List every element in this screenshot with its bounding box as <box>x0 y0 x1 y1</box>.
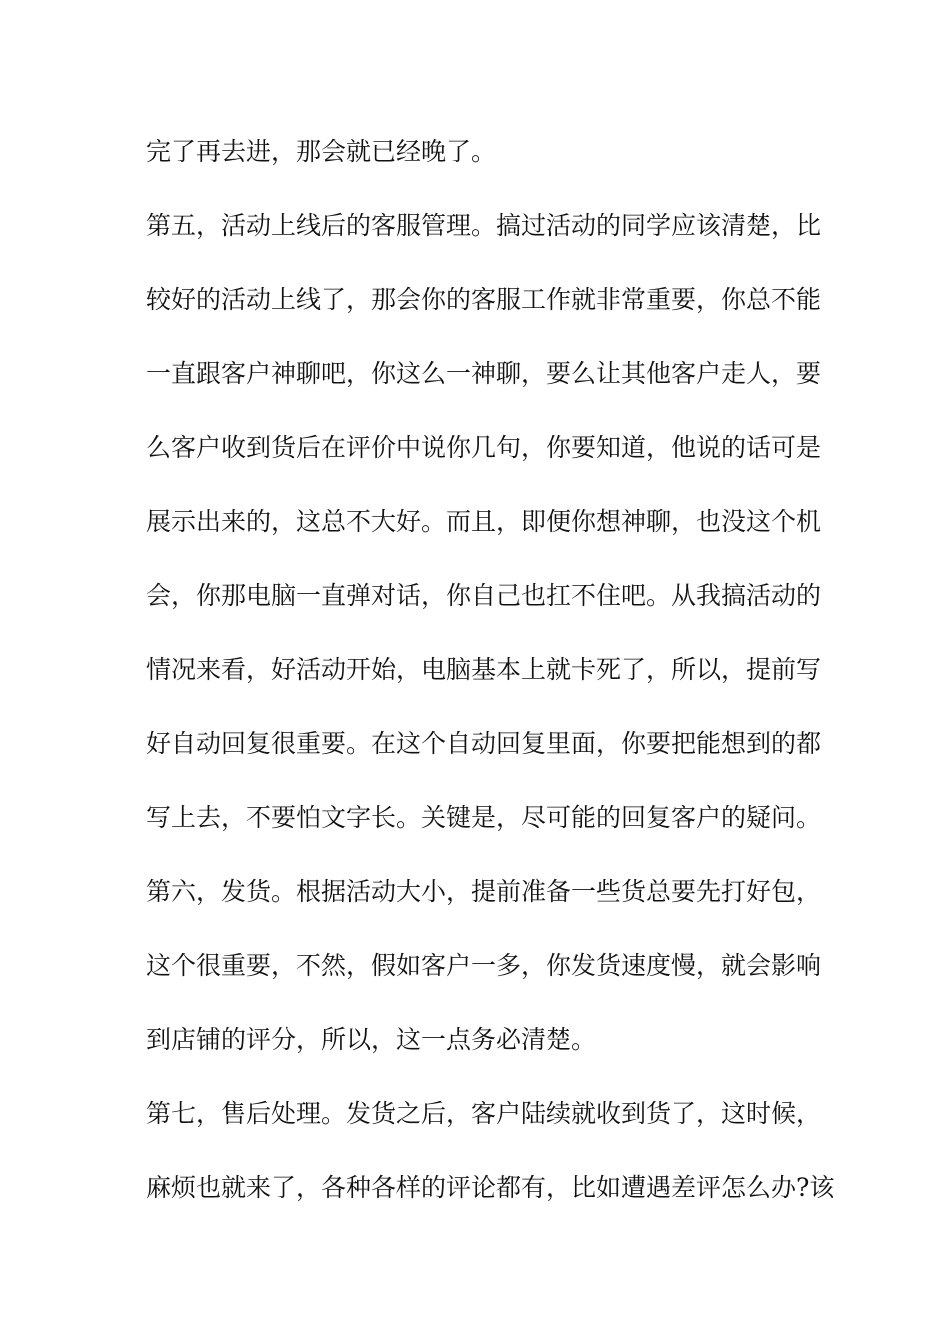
text-line: 情况来看，好活动开始，电脑基本上就卡死了，所以，提前写 <box>146 655 822 684</box>
text-line: 麻烦也就来了，各种各样的评论都有，比如遭遇差评怎么办?该 <box>146 1173 835 1202</box>
text-line: 好自动回复很重要。在这个自动回复里面，你要把能想到的都 <box>146 729 822 758</box>
text-line: 第七，售后处理。发货之后，客户陆续就收到货了，这时候， <box>146 1099 822 1128</box>
text-line: 第五，活动上线后的客服管理。搞过活动的同学应该清楚，比 <box>146 211 822 240</box>
text-line: 会，你那电脑一直弹对话，你自己也扛不住吧。从我搞活动的 <box>146 581 822 610</box>
text-line: 到店铺的评分，所以，这一点务必清楚。 <box>146 1025 597 1054</box>
text-line: 写上去，不要怕文字长。关键是，尽可能的回复客户的疑问。 <box>146 803 822 832</box>
text-line: 较好的活动上线了，那会你的客服工作就非常重要，你总不能 <box>146 285 822 314</box>
text-line: 么客户收到货后在评价中说你几句，你要知道，他说的话可是 <box>146 433 822 462</box>
text-line: 第六，发货。根据活动大小，提前准备一些货总要先打好包， <box>146 877 822 906</box>
text-line: 这个很重要，不然，假如客户一多，你发货速度慢，就会影响 <box>146 951 822 980</box>
text-line: 一直跟客户神聊吧，你这么一神聊，要么让其他客户走人，要 <box>146 359 822 388</box>
text-line: 完了再去进，那会就已经晚了。 <box>146 137 497 166</box>
text-line: 展示出来的，这总不大好。而且，即便你想神聊，也没这个机 <box>146 507 822 536</box>
